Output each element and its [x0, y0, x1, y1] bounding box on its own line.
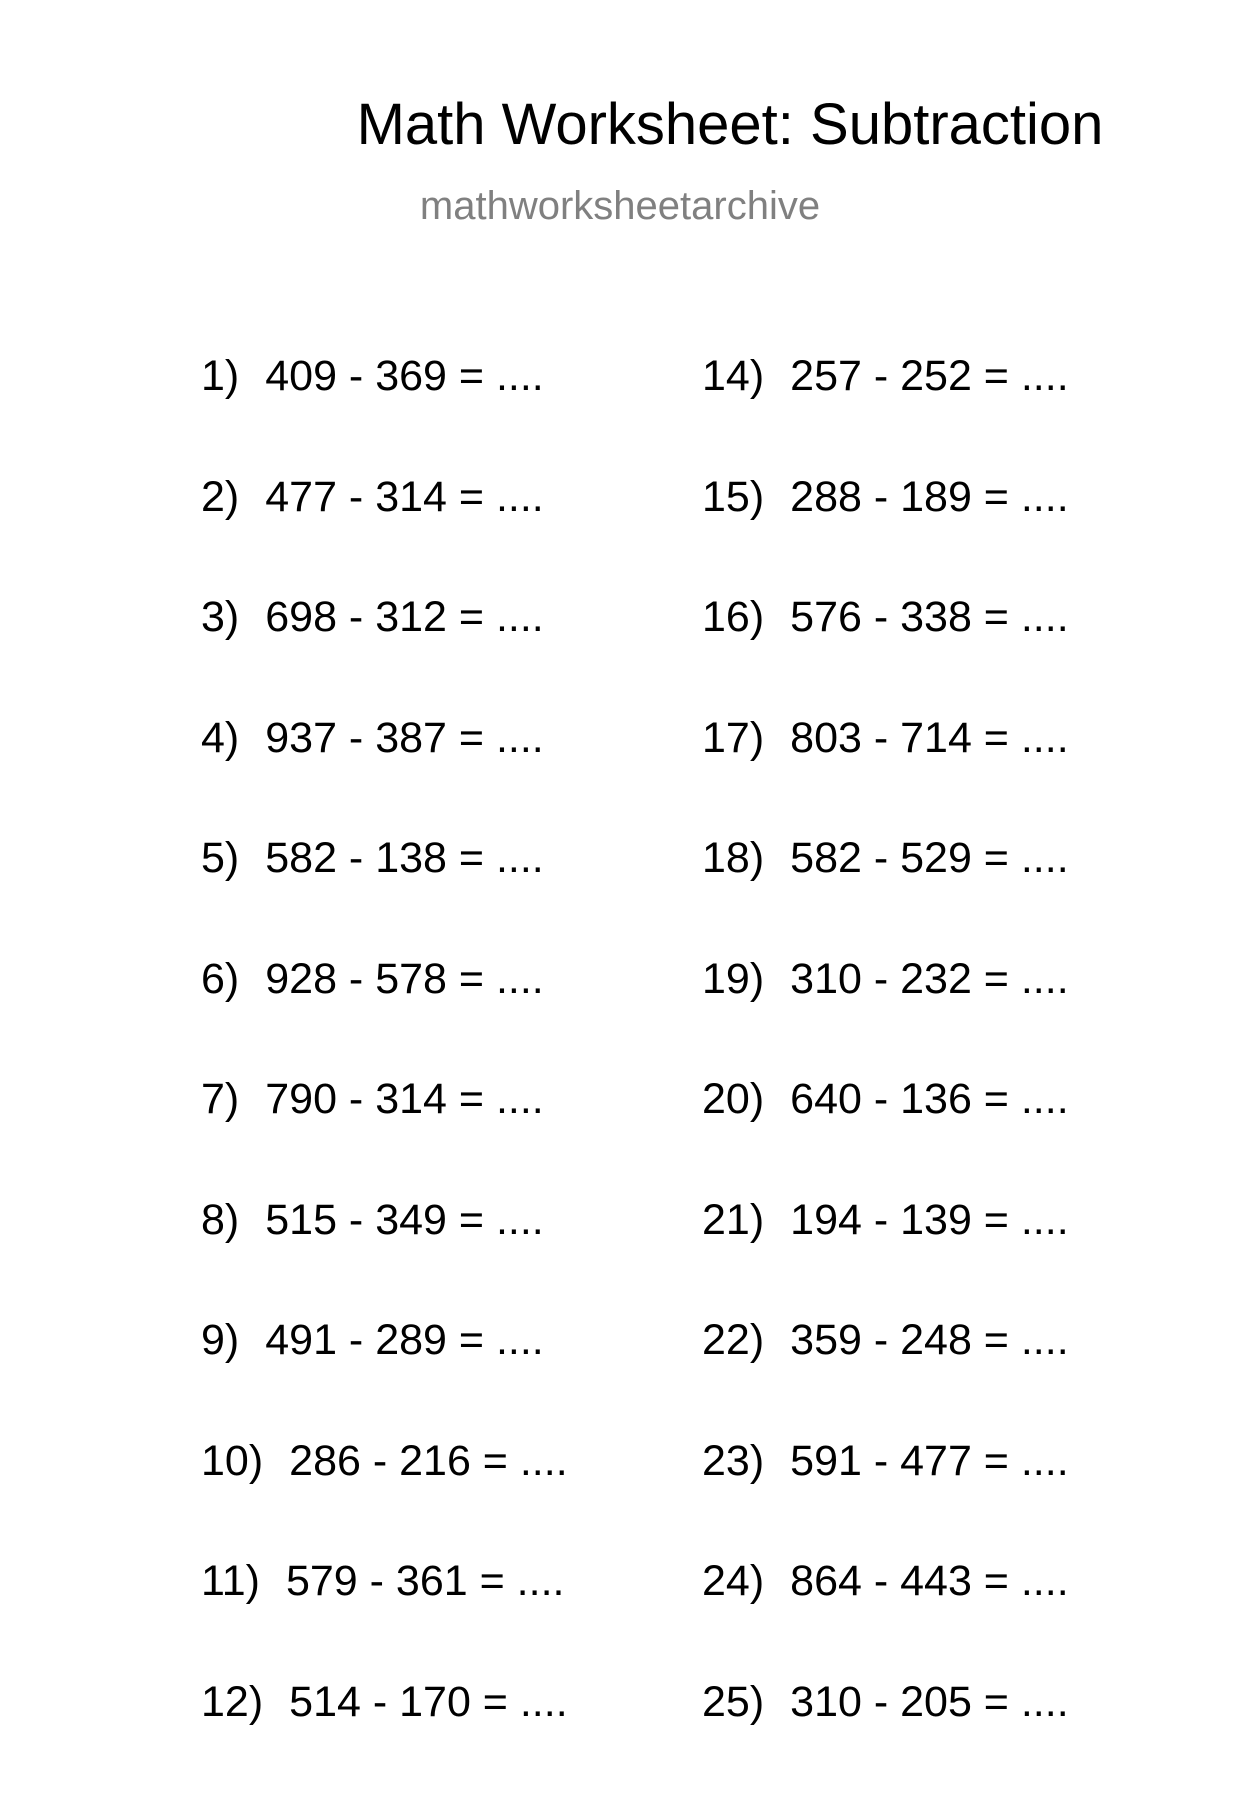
- problem-expression: 409 - 369 = ....: [265, 352, 544, 400]
- problem-number: 25): [702, 1678, 764, 1726]
- problem-number: 3): [201, 593, 239, 641]
- problem-item: [702, 1440, 1069, 1561]
- problem-expression: 640 - 136 = ....: [790, 1075, 1069, 1123]
- problem-item: [702, 355, 1069, 476]
- problem-number: 20): [702, 1075, 764, 1123]
- problem-expression: 194 - 139 = ....: [790, 1196, 1069, 1244]
- problem-item: [702, 837, 1069, 958]
- problem-number: 2): [201, 473, 239, 521]
- problem-expression: 928 - 578 = ....: [265, 955, 544, 1003]
- problem-expression: 582 - 138 = ....: [265, 834, 544, 882]
- problem-number: 4): [201, 714, 239, 762]
- problem-number: 5): [201, 834, 239, 882]
- problem-expression: 937 - 387 = ....: [265, 714, 544, 762]
- problem-expression: 698 - 312 = ....: [265, 593, 544, 641]
- problem-expression: 310 - 232 = ....: [790, 955, 1069, 1003]
- problem-expression: 864 - 443 = ....: [790, 1557, 1069, 1605]
- problem-expression: 515 - 349 = ....: [265, 1196, 544, 1244]
- problem-item: [201, 958, 568, 1079]
- problem-column-right: [702, 355, 1069, 1801]
- problem-number: 21): [702, 1196, 764, 1244]
- problem-item: [201, 355, 568, 476]
- problem-expression: 286 - 216 = ....: [289, 1437, 568, 1485]
- page-title: [0, 96, 1240, 154]
- problem-expression: 310 - 205 = ....: [790, 1678, 1069, 1726]
- problem-number: 17): [702, 714, 764, 762]
- problem-number: 24): [702, 1557, 764, 1605]
- problem-item: [702, 596, 1069, 717]
- problem-expression: 803 - 714 = ....: [790, 714, 1069, 762]
- problem-number: 19): [702, 955, 764, 1003]
- problem-expression: 591 - 477 = ....: [790, 1437, 1069, 1485]
- problem-number: 16): [702, 593, 764, 641]
- problem-item: [201, 596, 568, 717]
- page-title-text: Math Worksheet: Subtraction: [137, 92, 1104, 157]
- problem-expression: 579 - 361 = ....: [286, 1557, 565, 1605]
- problem-item: [702, 717, 1069, 838]
- problem-item: [201, 1199, 568, 1320]
- problem-item: [201, 476, 568, 597]
- problem-item: [702, 476, 1069, 597]
- problem-expression: 359 - 248 = ....: [790, 1316, 1069, 1364]
- problem-number: 22): [702, 1316, 764, 1364]
- problem-item: [702, 1078, 1069, 1199]
- problem-column-left: [201, 355, 568, 1801]
- problem-item: [201, 1560, 568, 1681]
- problem-item: [201, 1440, 568, 1561]
- problem-item: [702, 1199, 1069, 1320]
- problem-expression: 582 - 529 = ....: [790, 834, 1069, 882]
- problem-number: 1): [201, 352, 239, 400]
- problem-item: [702, 958, 1069, 1079]
- problem-number: 15): [702, 473, 764, 521]
- problem-item: [201, 1681, 568, 1801]
- problem-item: [201, 837, 568, 958]
- problem-item: [201, 1319, 568, 1440]
- problem-number: 23): [702, 1437, 764, 1485]
- problem-expression: 257 - 252 = ....: [790, 352, 1069, 400]
- problem-item: [702, 1319, 1069, 1440]
- problem-number: 10): [201, 1437, 263, 1485]
- problem-expression: 790 - 314 = ....: [265, 1075, 544, 1123]
- problem-item: [702, 1681, 1069, 1801]
- problem-number: 11): [201, 1557, 260, 1605]
- problem-number: 18): [702, 834, 764, 882]
- problem-expression: 576 - 338 = ....: [790, 593, 1069, 641]
- problem-item: [702, 1560, 1069, 1681]
- problem-number: 6): [201, 955, 239, 1003]
- problem-item: [201, 1078, 568, 1199]
- problem-expression: 288 - 189 = ....: [790, 473, 1069, 521]
- problem-number: 12): [201, 1678, 263, 1726]
- page-subtitle: mathworksheetarchive: [0, 186, 1240, 226]
- problem-item: [201, 717, 568, 838]
- problem-number: 8): [201, 1196, 239, 1244]
- problem-expression: 477 - 314 = ....: [265, 473, 544, 521]
- problem-expression: 491 - 289 = ....: [265, 1316, 544, 1364]
- problem-expression: 514 - 170 = ....: [289, 1678, 568, 1726]
- problem-number: 7): [201, 1075, 239, 1123]
- problem-number: 14): [702, 352, 764, 400]
- problem-number: 9): [201, 1316, 239, 1364]
